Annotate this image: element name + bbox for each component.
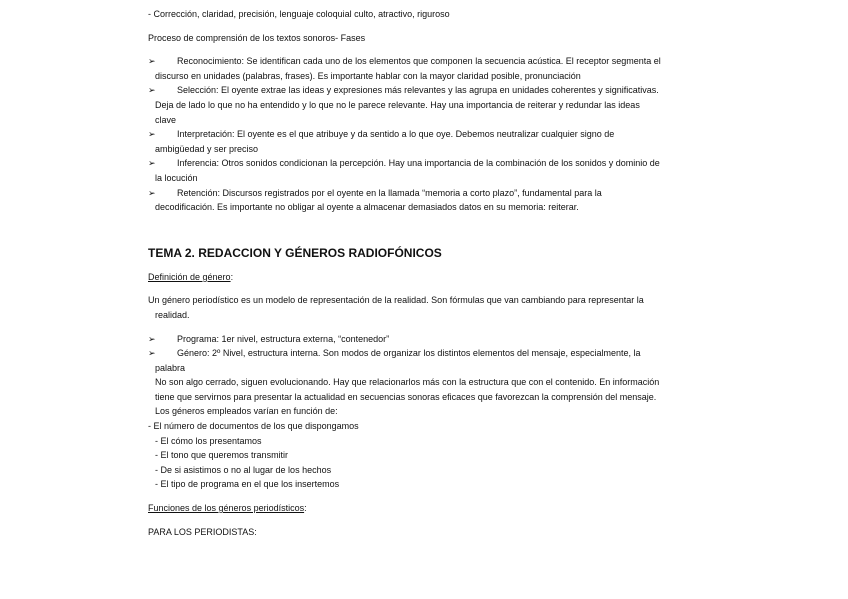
level-item — [148, 346, 728, 375]
arrow-bullet-icon: ➢ — [148, 187, 156, 198]
phase-text: Deja de lado lo que no ha entendido y lo que no le parece relevante. Hay una importancia de reiterar y redundar las ideas — [155, 99, 640, 110]
level-text: Género: 2º Nivel, estructura interna. Son modos de organizar los distintos elementos del mensaje, especialmente, la — [177, 348, 641, 359]
definicion-label-line — [148, 270, 728, 285]
intro-line: - Corrección, claridad, precisión, lenguaje coloquial culto, atractivo, riguroso — [148, 9, 450, 19]
document-page — [148, 7, 728, 539]
arrow-bullet-icon: ➢ — [148, 56, 156, 67]
phase-text: decodificación. Es importante no obligar al oyente a almacenar demasiados datos en su memoria: reiterar. — [155, 202, 579, 213]
level-text: palabra — [155, 362, 186, 373]
phases-list — [148, 54, 728, 215]
definicion-text: realidad. — [155, 309, 190, 320]
arrow-bullet-icon: ➢ — [148, 85, 156, 96]
colon: : — [304, 503, 307, 514]
tema-heading: TEMA 2. REDACCION Y GÉNEROS RADIOFÓNICOS — [148, 245, 442, 260]
arrow-bullet-icon: ➢ — [148, 348, 156, 359]
continuation-text: No son algo cerrado, siguen evolucionando. Hay que relacionarlos más con la estructura que con el contenido. En información — [155, 377, 660, 388]
phase-item — [148, 156, 728, 185]
factor-item: - El cómo los presentamos — [155, 435, 262, 446]
funciones-label: Funciones de los géneros periodísticos — [148, 503, 305, 514]
funciones-label-line — [148, 501, 728, 516]
factor-item: - El tono que queremos transmitir — [155, 450, 289, 461]
arrow-bullet-icon: ➢ — [148, 129, 156, 140]
colon: : — [230, 271, 234, 282]
factor-item: - De si asistimos o no al lugar de los hechos — [155, 464, 332, 475]
phase-item — [148, 83, 728, 127]
arrow-bullet-icon: ➢ — [148, 333, 156, 344]
phase-text: Interpretación: El oyente es el que atribuye y da sentido a lo que oye. Debemos neutralizar cualquier signo de — [177, 129, 615, 140]
phase-text: la locución — [155, 172, 198, 183]
factor-item: - El tipo de programa en el que los insertemos — [155, 479, 340, 490]
phase-item — [148, 186, 728, 215]
factor-item: - El número de documentos de los que dispongamos — [148, 421, 359, 432]
arrow-bullet-icon: ➢ — [148, 158, 156, 169]
phase-text: Retención: Discursos registrados por el oyente en la llamada “memoria a corto plazo”, fundamental para la — [177, 187, 602, 198]
process-title: Proceso de comprensión de los textos sonoros- Fases — [148, 32, 366, 43]
phase-text: Selección: El oyente extrae las ideas y expresiones más relevantes y las agrupa en unidades coherentes y significativas. — [177, 85, 659, 96]
phase-text: clave — [155, 114, 177, 125]
phase-text: Reconocimiento: Se identifican cada uno de los elementos que componen la secuencia acústica. El receptor segmenta el — [177, 56, 661, 67]
phase-text: discurso en unidades (palabras, frases). Es importante hablar con la mayor claridad posible, pronunciación — [155, 70, 581, 81]
phase-item — [148, 54, 728, 83]
phase-text: Inferencia: Otros sonidos condicionan la percepción. Hay una importancia de la combinación de los sonidos y dominio de — [177, 158, 660, 169]
levels-list — [148, 332, 728, 376]
definicion-text: Un género periodístico es un modelo de representación de la realidad. Son fórmulas que van cambiando para representar la — [148, 295, 644, 306]
phase-item — [148, 127, 728, 156]
definicion-label: Definición de género — [148, 271, 231, 282]
phase-text: ambigüedad y ser preciso — [155, 143, 259, 154]
level-text: Programa: 1er nivel, estructura externa, “contenedor” — [177, 333, 390, 344]
periodistas-label: PARA LOS PERIODISTAS: — [148, 526, 257, 537]
continuation-text: tiene que servirnos para presentar la actualidad en secuencias sonoras eficaces que favorezcan la comprensión del mensaje. — [155, 391, 657, 402]
level-item — [148, 332, 728, 347]
continuation-text: Los géneros empleados varían en función de: — [155, 406, 338, 417]
